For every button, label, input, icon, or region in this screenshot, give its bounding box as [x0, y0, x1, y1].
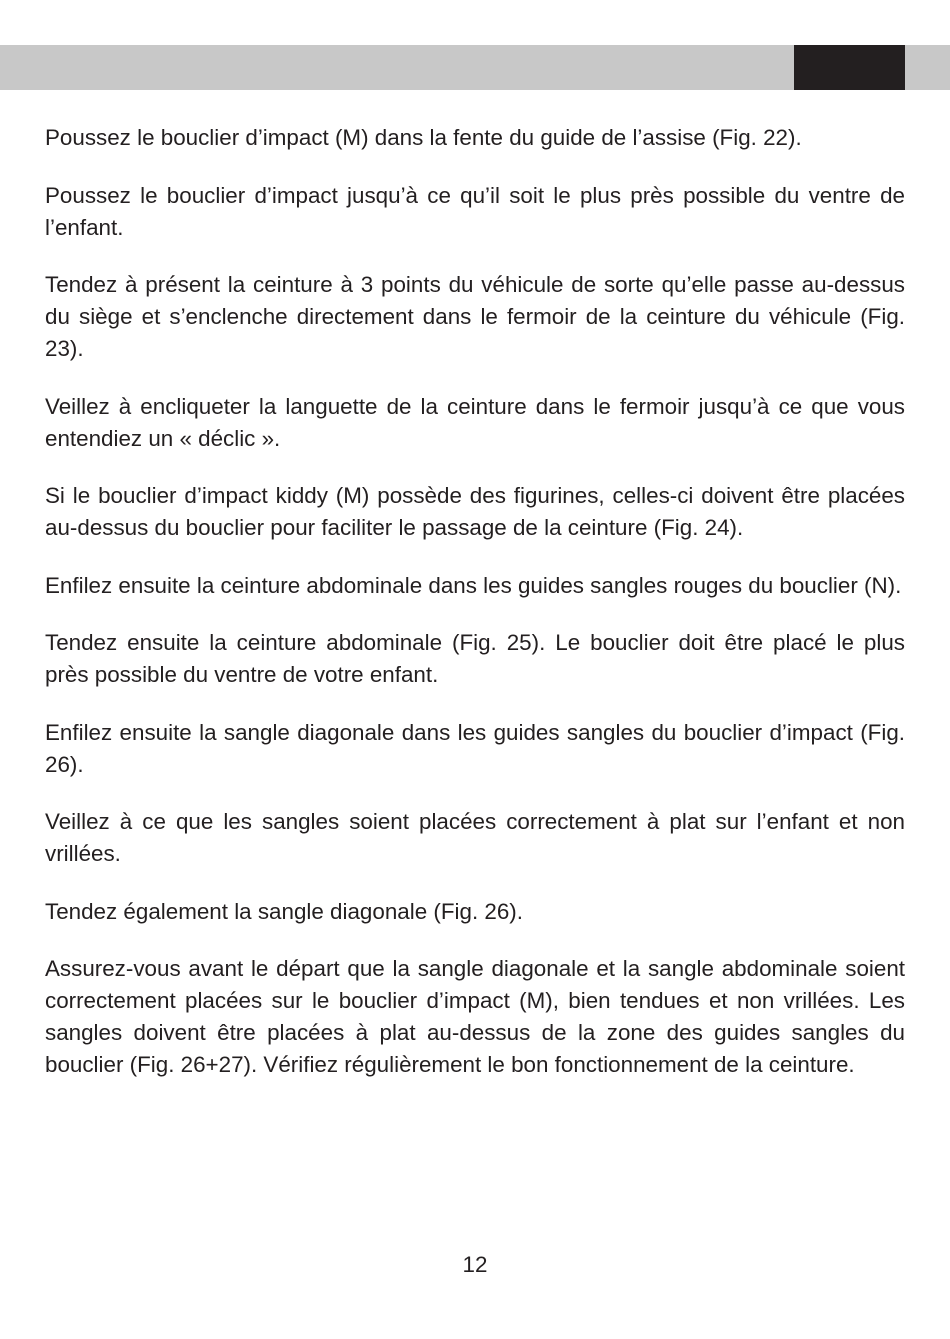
paragraph: Enfilez ensuite la ceinture abdominale dans les guides sangles rouges du bouclier (N). [45, 572, 902, 598]
paragraph: Enfilez ensuite la sangle diagonale dans les guides sangles du bouclier d’impact (Fig. 26). [45, 719, 905, 777]
paragraph: Si le bouclier d’impact kiddy (M) possède des figurines, celles-ci doivent être placées au-dessus du bouclier pour faciliter le passage de la ceinture (Fig. 24). [45, 483, 905, 540]
paragraph: Veillez à encliqueter la languette de la ceinture dans le fermoir jusqu’à ce que vous entendiez un « déclic ». [45, 393, 905, 451]
paragraph: Poussez le bouclier d’impact (M) dans la fente du guide de l’assise (Fig. 22). [45, 125, 802, 150]
paragraph: Tendez ensuite la ceinture abdominale (Fig. 25). Le bouclier doit être placé le plus près possible du ventre de votre enfant. [45, 630, 905, 687]
header-tab [794, 45, 905, 90]
paragraph: Assurez-vous avant le départ que la sangle diagonale et la sangle abdominale soient correctement placées sur le bouclier d’impact (M), bien tendues et non vrillées. Les sangles doivent être placées à plat au-dessus de la zone des guides sangles du bouclier (Fig. 26+27). Vérifiez régulièrement le bon fonctionnement de la ceinture. [45, 956, 905, 1077]
paragraph: Veillez à ce que les sangles soient placées correctement à plat sur l’enfant et non vrillées. [45, 809, 905, 866]
page-number: 12 [462, 1252, 488, 1277]
paragraph: Tendez à présent la ceinture à 3 points du véhicule de sorte qu’elle passe au-dessus du siège et s’enclenche directement dans le fermoir de la ceinture du véhicule (Fig. 23). [45, 272, 905, 361]
paragraph: Poussez le bouclier d’impact jusqu’à ce qu’il soit le plus près possible du ventre de l’enfant. [45, 182, 905, 240]
page-content [45, 122, 905, 1107]
paragraph: Tendez également la sangle diagonale (Fig. 26). [45, 898, 523, 924]
